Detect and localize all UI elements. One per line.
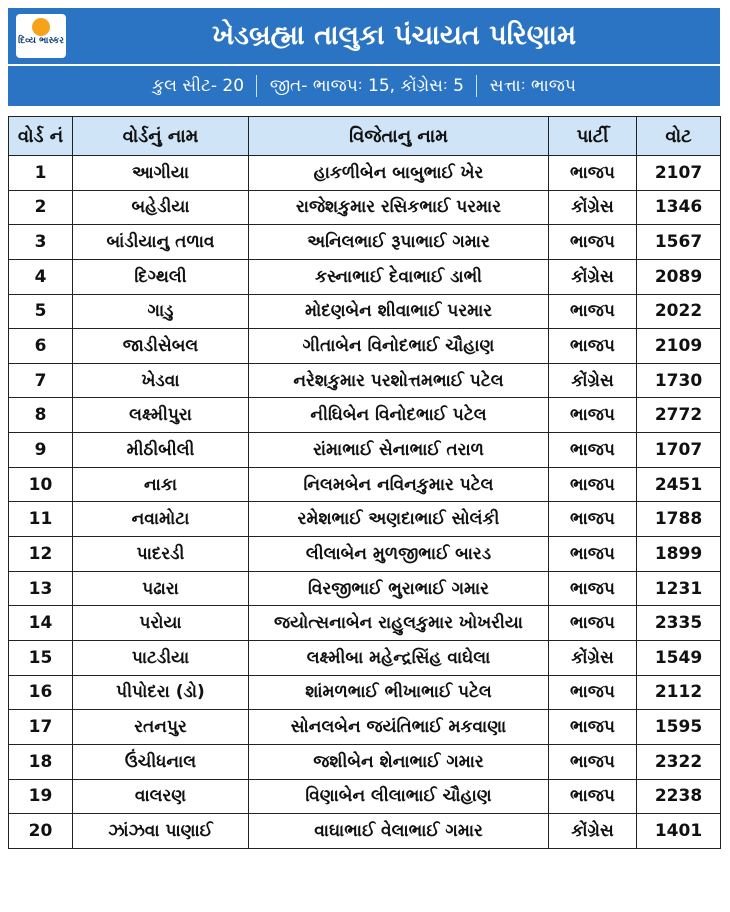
ward-number-cell: 9 <box>9 433 73 468</box>
results-table <box>8 116 721 849</box>
ward-name-cell: મીઠીબીલી <box>73 433 249 468</box>
ward-name-cell: પરોયા <box>73 606 249 641</box>
votes-cell: 1346 <box>637 190 721 225</box>
ward-name-cell: પઢારા <box>73 571 249 606</box>
party-cell: ભાજપ <box>549 675 637 710</box>
table-row <box>9 467 721 502</box>
ward-name-cell: પીપોદરા (ડો) <box>73 675 249 710</box>
column-header-party: પાર્ટી <box>549 117 637 156</box>
votes-cell: 1730 <box>637 363 721 398</box>
winner-name-cell: લક્ષ્મીબા મહેન્દ્રસિંહ વાઘેલા <box>249 640 549 675</box>
column-header-winner: વિજેતાનુ નામ <box>249 117 549 156</box>
winner-name-cell: મોદણબેન શીવાભાઈ પરમાર <box>249 294 549 329</box>
sun-icon <box>32 18 50 36</box>
winner-name-cell: રાંમાભાઈ સેનાભાઈ તરાળ <box>249 433 549 468</box>
logo-text: દિવ્ય ભાસ્કર <box>18 36 64 46</box>
party-cell: ભાજપ <box>549 294 637 329</box>
party-cell: કોંગ્રેસ <box>549 814 637 849</box>
ward-number-cell: 20 <box>9 814 73 849</box>
winner-name-cell: નિલમબેન નવિનકુમાર પટેલ <box>249 467 549 502</box>
ward-number-cell: 10 <box>9 467 73 502</box>
winner-name-cell: વાઘાભાઈ વેલાભાઈ ગમાર <box>249 814 549 849</box>
party-cell: ભાજપ <box>549 744 637 779</box>
table-row <box>9 433 721 468</box>
party-cell: ભાજપ <box>549 329 637 364</box>
winner-name-cell: શાંમળભાઈ ભીખાભાઈ પટેલ <box>249 675 549 710</box>
votes-cell: 2089 <box>637 259 721 294</box>
party-cell: ભાજપ <box>549 398 637 433</box>
ward-name-cell: રતનપુર <box>73 710 249 745</box>
table-row <box>9 779 721 814</box>
table-row <box>9 225 721 260</box>
win-summary: જીત- ભાજપઃ 15, કોંગ્રેસઃ 5 <box>269 76 464 96</box>
party-cell: ભાજપ <box>549 710 637 745</box>
party-cell: ભાજપ <box>549 156 637 191</box>
party-cell: ભાજપ <box>549 571 637 606</box>
ward-number-cell: 18 <box>9 744 73 779</box>
winner-name-cell: જશીબેન શેનાભાઈ ગમાર <box>249 744 549 779</box>
party-cell: ભાજપ <box>549 225 637 260</box>
votes-cell: 2322 <box>637 744 721 779</box>
ward-name-cell: લક્ષ્મીપુરા <box>73 398 249 433</box>
votes-cell: 1707 <box>637 433 721 468</box>
table-row <box>9 363 721 398</box>
table-row <box>9 259 721 294</box>
divider <box>476 75 477 97</box>
votes-cell: 2107 <box>637 156 721 191</box>
winner-name-cell: વિરજીભાઈ ભુરાભાઈ ગમાર <box>249 571 549 606</box>
table-row <box>9 190 721 225</box>
ward-number-cell: 4 <box>9 259 73 294</box>
votes-cell: 2109 <box>637 329 721 364</box>
party-cell: ભાજપ <box>549 779 637 814</box>
votes-cell: 1788 <box>637 502 721 537</box>
ward-name-cell: ઉંચીધનાલ <box>73 744 249 779</box>
party-cell: ભાજપ <box>549 502 637 537</box>
votes-cell: 1401 <box>637 814 721 849</box>
ward-name-cell: જાડીસેબલ <box>73 329 249 364</box>
ward-name-cell: નાકા <box>73 467 249 502</box>
table-row <box>9 640 721 675</box>
table-row <box>9 606 721 641</box>
party-cell: ભાજપ <box>549 606 637 641</box>
votes-cell: 1567 <box>637 225 721 260</box>
votes-cell: 2335 <box>637 606 721 641</box>
party-cell: ભાજપ <box>549 433 637 468</box>
votes-cell: 2112 <box>637 675 721 710</box>
table-header-row <box>9 117 721 156</box>
ward-number-cell: 11 <box>9 502 73 537</box>
table-row <box>9 744 721 779</box>
ward-name-cell: ગાડુ <box>73 294 249 329</box>
party-cell: કોંગ્રેસ <box>549 363 637 398</box>
votes-cell: 2772 <box>637 398 721 433</box>
party-cell: કોંગ્રેસ <box>549 640 637 675</box>
column-header-ward-no: વોર્ડ નં <box>9 117 73 156</box>
ward-number-cell: 13 <box>9 571 73 606</box>
ward-name-cell: આગીયા <box>73 156 249 191</box>
table-row <box>9 675 721 710</box>
ward-number-cell: 1 <box>9 156 73 191</box>
table-row <box>9 571 721 606</box>
column-header-ward-name: વોર્ડનું નામ <box>73 117 249 156</box>
ward-number-cell: 7 <box>9 363 73 398</box>
divider <box>256 75 257 97</box>
party-cell: કોંગ્રેસ <box>549 190 637 225</box>
ward-name-cell: પાદરડી <box>73 537 249 572</box>
winner-name-cell: રમેશભાઈ અણદાભાઈ સોલંકી <box>249 502 549 537</box>
winner-name-cell: જયોત્સનાબેન રાહુલકુમાર ખોખરીયા <box>249 606 549 641</box>
ward-name-cell: વાલરણ <box>73 779 249 814</box>
ward-name-cell: બહેડીયા <box>73 190 249 225</box>
winner-name-cell: ગીતાબેન વિનોદભાઈ ચૌહાણ <box>249 329 549 364</box>
summary-bar <box>8 66 720 106</box>
votes-cell: 1595 <box>637 710 721 745</box>
party-cell: ભાજપ <box>549 537 637 572</box>
table-row <box>9 156 721 191</box>
ward-number-cell: 3 <box>9 225 73 260</box>
winner-name-cell: નીઘિબેન વિનોદભાઈ પટેલ <box>249 398 549 433</box>
divya-bhaskar-logo <box>16 14 66 58</box>
ward-number-cell: 19 <box>9 779 73 814</box>
winner-name-cell: લીલાબેન મુળજીભાઈ બારડ <box>249 537 549 572</box>
ward-number-cell: 2 <box>9 190 73 225</box>
votes-cell: 2451 <box>637 467 721 502</box>
header-banner <box>8 8 720 64</box>
ward-number-cell: 5 <box>9 294 73 329</box>
table-row <box>9 329 721 364</box>
party-cell: કોંગ્રેસ <box>549 259 637 294</box>
table-row <box>9 537 721 572</box>
votes-cell: 2022 <box>637 294 721 329</box>
winner-name-cell: નરેશકુમાર પરશોત્તમભાઈ પટેલ <box>249 363 549 398</box>
table-row <box>9 502 721 537</box>
winner-name-cell: સોનલબેન જયંતિભાઈ મકવાણા <box>249 710 549 745</box>
table-row <box>9 398 721 433</box>
ward-name-cell: બાંડીયાનુ તળાવ <box>73 225 249 260</box>
ward-name-cell: દિગ્થલી <box>73 259 249 294</box>
column-header-votes: વોટ <box>637 117 721 156</box>
ward-number-cell: 8 <box>9 398 73 433</box>
votes-cell: 1231 <box>637 571 721 606</box>
ward-number-cell: 16 <box>9 675 73 710</box>
total-seats: કુલ સીટ- 20 <box>152 76 245 96</box>
power-summary: સત્તાઃ ભાજપ <box>489 76 576 96</box>
votes-cell: 1899 <box>637 537 721 572</box>
winner-name-cell: હાકળીબેન બાબુભાઈ ખેર <box>249 156 549 191</box>
winner-name-cell: વિણાબેન લીલાભાઈ ચૌહાણ <box>249 779 549 814</box>
table-row <box>9 294 721 329</box>
winner-name-cell: અનિલભાઈ રૂપાભાઈ ગમાર <box>249 225 549 260</box>
ward-number-cell: 14 <box>9 606 73 641</box>
winner-name-cell: કસ્નાભાઈ દેવાભાઈ ડાભી <box>249 259 549 294</box>
ward-number-cell: 12 <box>9 537 73 572</box>
votes-cell: 1549 <box>637 640 721 675</box>
party-cell: ભાજપ <box>549 467 637 502</box>
ward-name-cell: ખેડવા <box>73 363 249 398</box>
ward-number-cell: 17 <box>9 710 73 745</box>
ward-number-cell: 6 <box>9 329 73 364</box>
ward-number-cell: 15 <box>9 640 73 675</box>
table-row <box>9 710 721 745</box>
votes-cell: 2238 <box>637 779 721 814</box>
page-title: ખેડબ્રહ્મા તાલુકા પંચાયત પરિણામ <box>211 20 577 51</box>
ward-name-cell: પાટડીયા <box>73 640 249 675</box>
winner-name-cell: રાજેશકુમાર રસિકભાઈ પરમાર <box>249 190 549 225</box>
ward-name-cell: નવામોટા <box>73 502 249 537</box>
table-row <box>9 814 721 849</box>
ward-name-cell: ઝાંઝવા પાણાઈ <box>73 814 249 849</box>
